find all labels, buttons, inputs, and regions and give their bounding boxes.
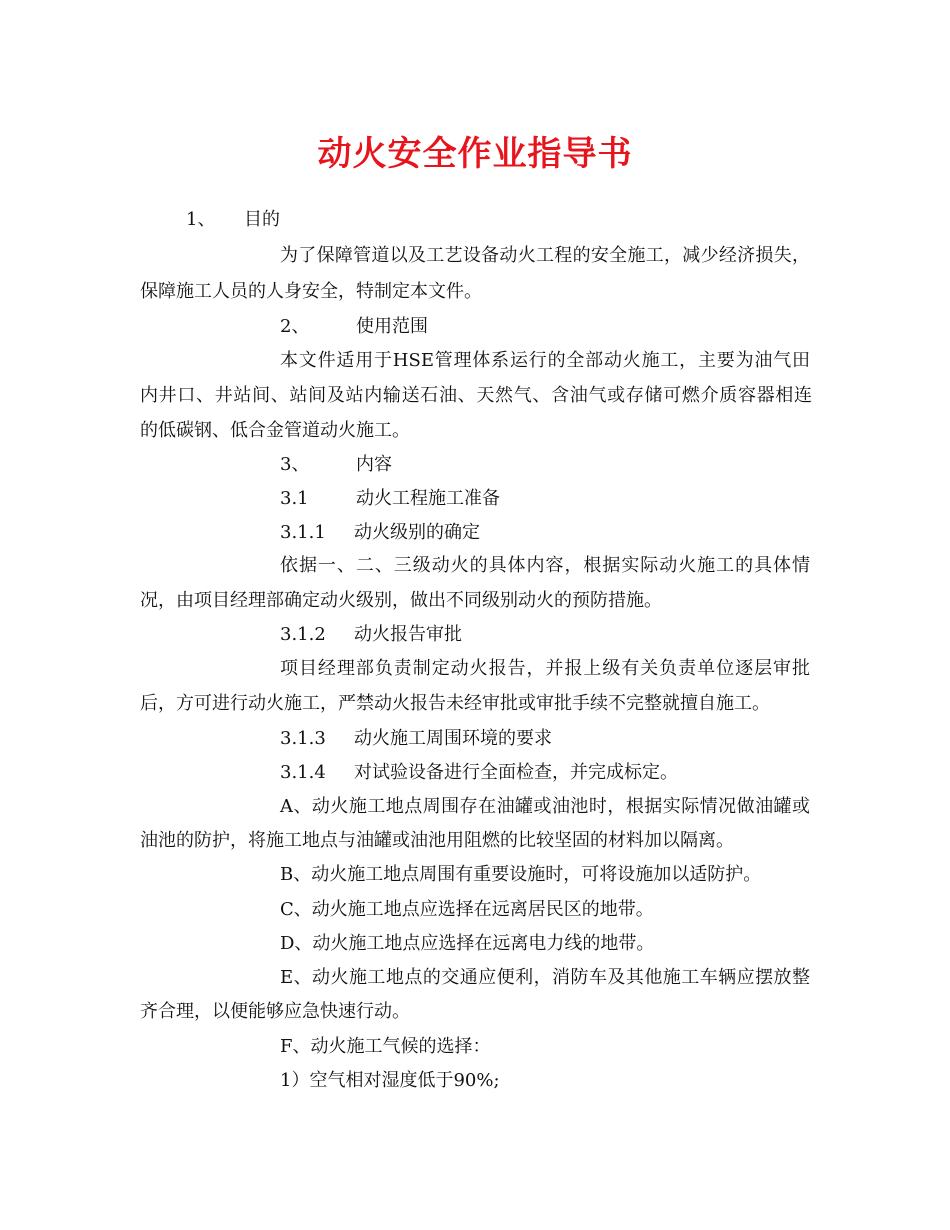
section-2-heading — [280, 315, 428, 339]
section-title: 对试验设备进行全面检查，并完成标定。 — [354, 762, 678, 783]
item-e-line: 齐合理，以便能够应急快速行动。 — [140, 1001, 410, 1022]
item-1: 1）空气相对湿度低于90%; — [280, 1070, 500, 1091]
paragraph-line: 保障施工人员的人身安全，特制定本文件。 — [140, 281, 482, 302]
section-3-heading — [280, 453, 392, 477]
section-3-1-3-heading — [280, 727, 552, 751]
section-title: 目的 — [244, 209, 280, 230]
section-number: 3.1.3 — [280, 728, 326, 749]
paragraph-line: 为了保障管道以及工艺设备动火工程的安全施工，减少经济损失， — [280, 245, 810, 266]
item-a-line: 油池的防护，将施工地点与油罐或油池用阻燃的比较坚固的材料加以隔离。 — [140, 830, 734, 851]
paragraph-line: 本文件适用于HSE管理体系运行的全部动火施工，主要为油气田 — [280, 350, 810, 371]
section-number: 2、 — [280, 316, 310, 337]
item-d: D、动火施工地点应选择在远离电力线的地带。 — [280, 933, 655, 954]
section-title: 动火施工周围环境的要求 — [354, 728, 552, 749]
section-title: 动火工程施工准备 — [356, 488, 500, 509]
item-e-line: E、动火施工地点的交通应便利，消防车及其他施工车辆应摆放整 — [280, 967, 810, 988]
document-title: 动火安全作业指导书 — [317, 134, 633, 174]
paragraph-line: 项目经理部负责制定动火报告，并报上级有关负责单位逐层审批 — [280, 658, 810, 679]
item-f: F、动火施工气候的选择： — [280, 1036, 491, 1057]
section-title: 动火报告审批 — [354, 624, 462, 645]
section-number: 3.1.4 — [280, 762, 326, 783]
paragraph-line: 况，由项目经理部确定动火级别，做出不同级别动火的预防措施。 — [140, 590, 662, 611]
item-a-line: A、动火施工地点周围存在油罐或油池时，根据实际情况做油罐或 — [280, 796, 810, 817]
section-number: 3.1 — [280, 488, 309, 509]
section-3-1-heading — [280, 487, 500, 511]
section-3-1-2-heading — [280, 623, 462, 647]
section-title: 使用范围 — [356, 316, 428, 337]
section-3-1-1-heading — [280, 521, 480, 545]
section-3-1-4-heading — [280, 761, 678, 785]
section-number: 3.1.1 — [280, 522, 326, 543]
section-title: 动火级别的确定 — [354, 522, 480, 543]
section-title: 内容 — [356, 454, 392, 475]
item-c: C、动火施工地点应选择在远离居民区的地带。 — [280, 899, 654, 920]
section-number: 3、 — [280, 454, 310, 475]
paragraph-line: 内井口、井站间、站间及站内输送石油、天然气、含油气或存储可燃介质容器相连 — [140, 385, 812, 406]
item-b: B、动火施工地点周围有重要设施时，可将设施加以适防护。 — [280, 864, 762, 885]
paragraph-line: 后，方可进行动火施工，严禁动火报告未经审批或审批手续不完整就擅自施工。 — [140, 693, 770, 714]
section-1-heading — [186, 208, 280, 232]
paragraph-line: 依据一、二、三级动火的具体内容，根据实际动火施工的具体情 — [280, 555, 810, 576]
paragraph-line: 的低碳钢、低合金管道动火施工。 — [140, 420, 410, 441]
section-number: 3.1.2 — [280, 624, 326, 645]
section-number: 1、 — [186, 209, 216, 230]
